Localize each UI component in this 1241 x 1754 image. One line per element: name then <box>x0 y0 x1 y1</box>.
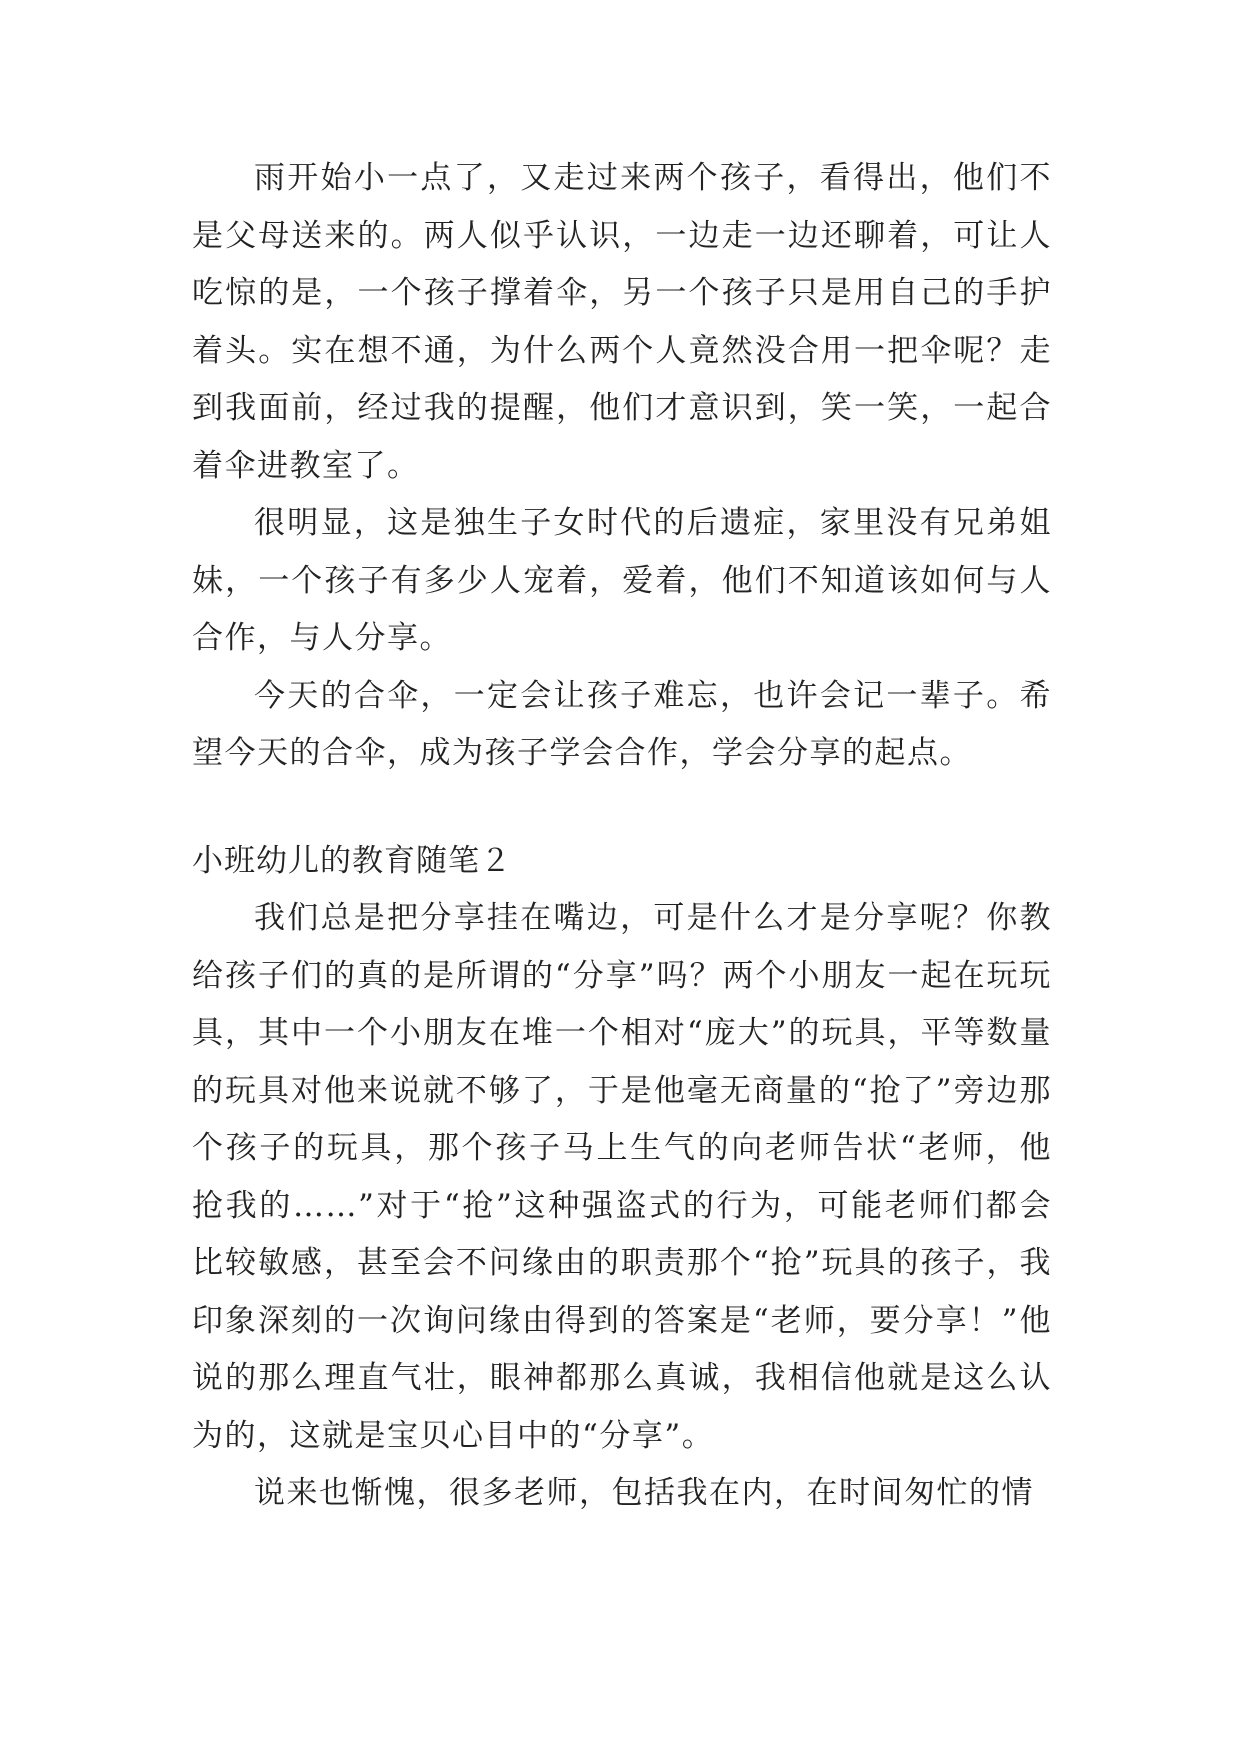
document-page <box>192 150 1052 1523</box>
paragraph-only-child: 很明显，这是独生子女时代的后遗症，家里没有兄弟姐妹，一个孩子有多少人宠着，爱着，他们不知道该如何与人合作，与人分享。 <box>192 505 1052 656</box>
paragraph-shared-umbrella: 今天的合伞，一定会让孩子难忘，也许会记一辈子。希望今天的合伞，成为孩子学会合作，学会分享的起点。 <box>192 677 1052 771</box>
paragraph-sharing: 我们总是把分享挂在嘴边，可是什么才是分享呢？你教给孩子们的真的是所谓的“分享”吗？两个小朋友一起在玩玩具，其中一个小朋友在堆一个相对“庞大”的玩具，平等数量的玩具对他来说就不够了，于是他毫无商量的“抢了”旁边那个孩子的玩具，那个孩子马上生气的向老师告状“老师，他抢我的……”对于“抢”这种强盗式的行为，可能老师们都会比较敏感，甚至会不问缘由的职责那个“抢”玩具的孩子，我印象深刻的一次询问缘由得到的答案是“老师，要分享！”他说的那么理直气壮，眼神都那么真诚，我相信他就是这么认为的，这就是宝贝心目中的“分享”。 <box>192 900 1052 1454</box>
paragraph-umbrella-story: 雨开始小一点了，又走过来两个孩子，看得出，他们不是父母送来的。两人似乎认识，一边走一边还聊着，可让人吃惊的是，一个孩子撑着伞，另一个孩子只是用自己的手护着头。实在想不通，为什么两个人竟然没合用一把伞呢？走到我面前，经过我的提醒，他们才意识到，笑一笑，一起合着伞进教室了。 <box>192 160 1052 484</box>
section-title: 小班幼儿的教育随笔２ <box>192 842 512 879</box>
paragraph-teachers: 说来也惭愧，很多老师，包括我在内，在时间匆忙的情 <box>254 1475 1034 1511</box>
